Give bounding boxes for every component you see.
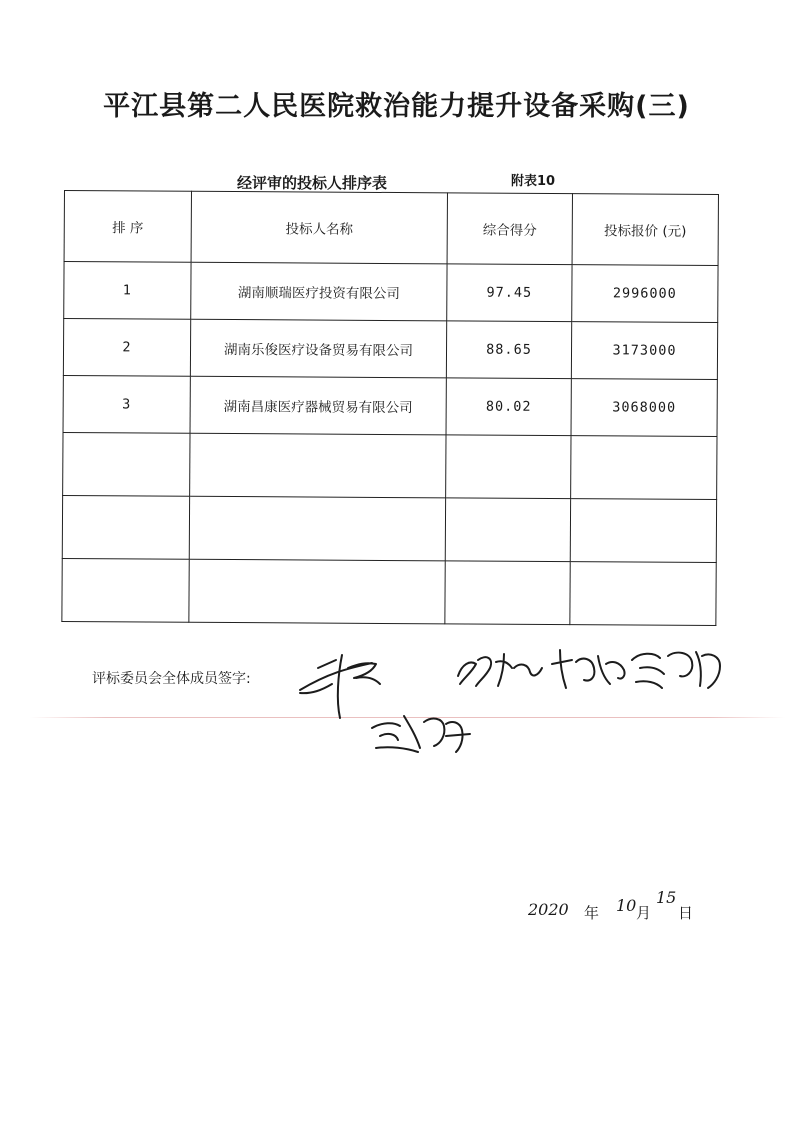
handwritten-signature-1 <box>300 655 380 718</box>
cell-price: 3173000 <box>571 322 717 380</box>
empty-cell <box>62 558 189 622</box>
cell-score: 88.65 <box>446 321 571 379</box>
handwritten-signature-4 <box>632 652 720 688</box>
date-year-char: 年 <box>584 904 600 922</box>
date-year: 2020 <box>528 900 569 919</box>
date-day: 15 <box>656 888 677 907</box>
header-bidder-name: 投标人名称 <box>191 191 447 264</box>
empty-row <box>63 432 717 499</box>
table-row <box>63 375 717 436</box>
header-rank: 排 序 <box>64 191 191 263</box>
cell-price: 3068000 <box>571 379 717 437</box>
date-month: 10 <box>616 896 637 915</box>
divider-line <box>30 717 785 718</box>
empty-cell <box>189 559 445 624</box>
signature-label: 评标委员会全体成员签字: <box>92 671 251 687</box>
handwritten-signature-3 <box>552 650 625 688</box>
empty-cell <box>190 433 446 498</box>
table-subtitle: 经评审的投标人排序表 <box>237 174 388 192</box>
cell-price: 2996000 <box>572 265 718 323</box>
cell-score: 97.45 <box>447 264 572 322</box>
empty-cell <box>571 436 717 500</box>
empty-cell <box>570 562 716 626</box>
handwritten-signature-5 <box>372 716 470 752</box>
empty-cell <box>63 432 190 496</box>
signing-date <box>528 888 718 932</box>
empty-cell <box>445 561 570 625</box>
cell-bidder-name: 湖南乐俊医疗设备贸易有限公司 <box>190 319 446 378</box>
date-month-char: 月 <box>636 904 652 922</box>
appendix-label: 附表10 <box>511 174 556 189</box>
empty-row <box>62 558 716 625</box>
table-row <box>64 262 718 323</box>
handwritten-signature-2 <box>458 654 542 686</box>
cell-rank: 1 <box>64 262 191 320</box>
cell-bidder-name: 湖南昌康医疗器械贸易有限公司 <box>190 376 446 435</box>
cell-rank: 2 <box>63 319 190 377</box>
header-score: 综合得分 <box>447 193 572 265</box>
cell-bidder-name: 湖南顺瑞医疗投资有限公司 <box>191 262 447 321</box>
bidder-ranking-table <box>61 190 719 626</box>
empty-cell <box>189 496 445 561</box>
empty-cell <box>62 495 189 559</box>
empty-row <box>62 495 716 562</box>
empty-cell <box>445 498 570 562</box>
table-header-row <box>64 191 718 266</box>
cell-score: 80.02 <box>446 378 571 436</box>
cell-rank: 3 <box>63 375 190 433</box>
empty-cell <box>446 435 571 499</box>
empty-cell <box>570 499 716 563</box>
document-title: 平江县第二人民医院救治能力提升设备采购(三) <box>103 91 690 122</box>
date-day-char: 日 <box>678 904 694 922</box>
table-row <box>63 319 717 380</box>
header-price: 投标报价 (元) <box>572 194 718 266</box>
